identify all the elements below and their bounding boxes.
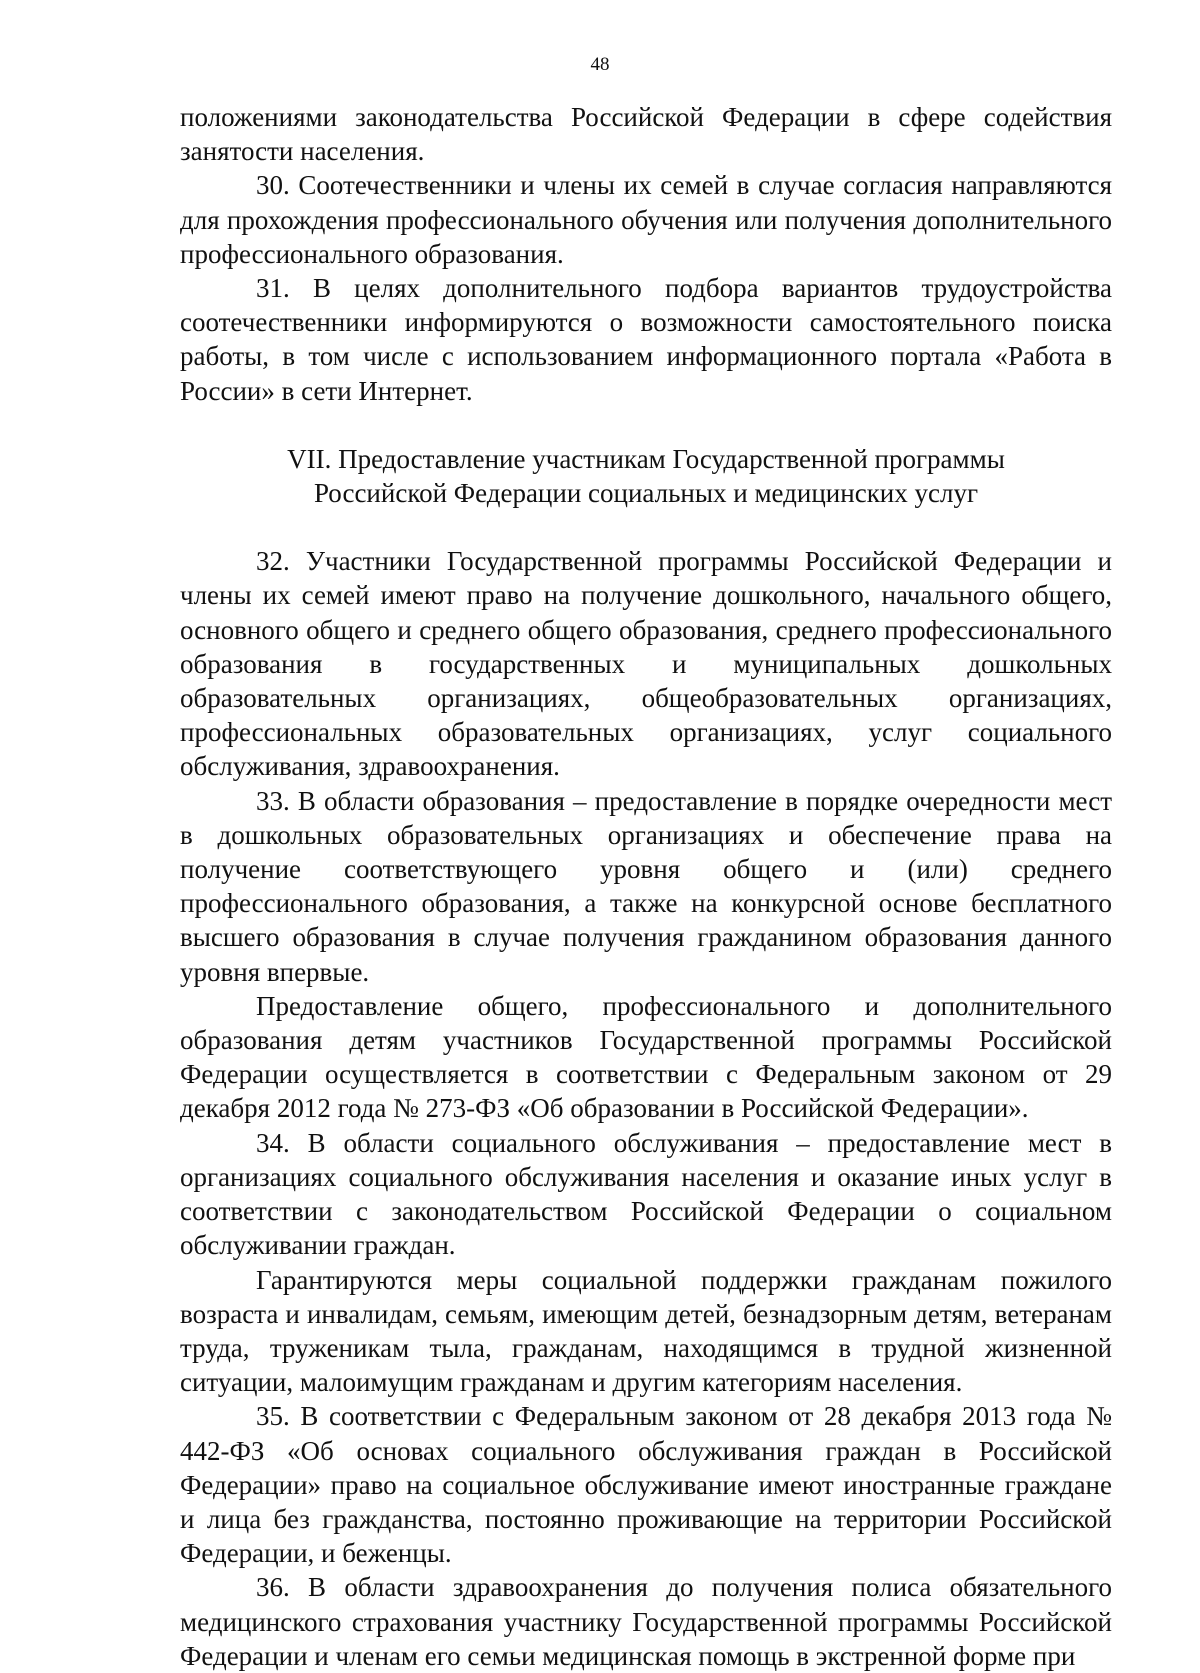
paragraph-36: 36. В области здравоохранения до получения полиса обязательного медицинского страхования участнику Государственной программы Российской Федерации и членам его семьи медицинская помощь в экстренной форме при bbox=[180, 1572, 1112, 1671]
section-heading bbox=[180, 442, 1112, 510]
paragraph-32: 32. Участники Государственной программы Российской Федерации и члены их семей имеют право на получение дошкольного, начального общего, основного общего и среднего общего образования, среднего профессионального образования в государственных и муниципальных дошкольных образовательных организациях, общеобразовательных организациях, профессиональных образовательных организациях, услуг социального обслуживания, здравоохранения. bbox=[180, 546, 1112, 782]
page-number: 48 bbox=[590, 54, 610, 75]
paragraph-30: 30. Соотечественники и члены их семей в случае согласия направляются для прохождения профессионального обучения или получения дополнительного профессионального образования. bbox=[180, 170, 1112, 269]
document-body bbox=[180, 100, 1112, 1673]
paragraph-35: 35. В соответствии с Федеральным законом от 28 декабря 2013 года № 442-ФЗ «Об основах социального обслуживания граждан в Российской Федерации» право на социальное обслуживание имеют иностранные граждане и лица без гражданства, постоянно проживающие на территории Российской Федерации, и беженцы. bbox=[180, 1401, 1112, 1569]
paragraph-33-continued: Предоставление общего, профессионального и дополнительного образования детям участников Государственной программы Российской Федерации осуществляется в соответствии с Федеральным законом от 29 декабря 2012 года № 273-ФЗ «Об образовании в Российской Федерации». bbox=[180, 990, 1112, 1124]
paragraph-31: 31. В целях дополнительного подбора вариантов трудоустройства соотечественники информируются о возможности самостоятельного поиска работы, в том числе с использованием информационного портала «Работа в России» в сети Интернет. bbox=[180, 273, 1112, 406]
paragraph-34: 34. В области социального обслуживания – предоставление мест в организациях социального обслуживания населения и оказание иных услуг в соответствии с законодательством Российской Федерации о социальном обслуживании граждан. bbox=[180, 1127, 1112, 1261]
section-heading-line-2: Российской Федерации социальных и медицинских услуг bbox=[313, 478, 979, 509]
paragraph-continuation: положениями законодательства Российской Федерации в сфере содействия занятости населения. bbox=[180, 102, 1112, 167]
section-heading-line-1: VII. Предоставление участникам Государственной программы bbox=[287, 443, 1005, 474]
paragraph-33: 33. В области образования – предоставление в порядке очередности мест в дошкольных образовательных организациях и обеспечение права на получение соответствующего уровня общего и (или) среднего профессионального образования, а также на конкурсной основе бесплатного высшего образования в случае получения гражданином образования данного уровня впервые. bbox=[180, 785, 1112, 987]
paragraph-34-continued: Гарантируются меры социальной поддержки гражданам пожилого возраста и инвалидам, семьям, имеющим детей, безнадзорным детям, ветеранам труда, труженикам тыла, гражданам, находящимся в трудной жизненной ситуации, малоимущим гражданам и другим категориям населения. bbox=[180, 1264, 1112, 1398]
